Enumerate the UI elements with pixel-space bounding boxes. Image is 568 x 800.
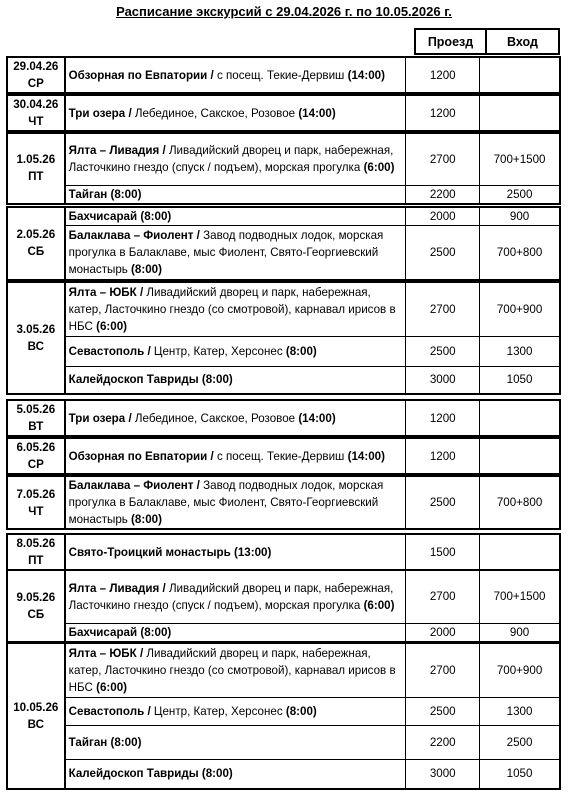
- tour-name: Балаклава – Фиолент: [68, 228, 194, 242]
- day-of-week: ПТ: [28, 170, 44, 184]
- tour-time: (14:00): [295, 106, 336, 120]
- tour-description: [65, 282, 406, 336]
- day-date: 10.05.26: [13, 701, 59, 714]
- day-date-cell: [7, 282, 65, 394]
- tour-row: [7, 57, 560, 93]
- tour-name: Три озера: [68, 411, 126, 425]
- tour-details: Завод подводных лодок, морская прогулка в Балаклаве, мыс Фиолент, Свято-Георгиевский монастырь: [68, 228, 384, 276]
- tour-row: [7, 697, 560, 725]
- price-proezd: 2700: [406, 282, 480, 336]
- price-vhod: [480, 95, 560, 131]
- day-date: 9.05.26: [16, 590, 56, 604]
- tour-time: (8:00): [107, 735, 142, 749]
- day-date: 1.05.26: [16, 153, 56, 167]
- tour-name: Калейдоскоп Тавриды: [68, 373, 199, 387]
- price-proezd: 2000: [406, 207, 480, 226]
- tour-row: [7, 336, 560, 366]
- day-date-cell: [7, 438, 65, 474]
- day-date: 6.05.26: [16, 441, 56, 454]
- day-block: [6, 56, 561, 94]
- day-block: [6, 533, 561, 571]
- price-vhod: 700+900: [480, 643, 560, 697]
- tour-time: (8:00): [137, 210, 172, 223]
- day-block: [6, 642, 561, 790]
- day-of-week: ВТ: [28, 420, 44, 433]
- tour-name: Тайган: [68, 187, 108, 201]
- price-proezd: 2700: [406, 570, 480, 623]
- page-title: Расписание экскурсий с 29.04.2026 г. по 10.05.2026 г.: [116, 4, 452, 19]
- price-vhod: 2500: [480, 185, 560, 204]
- day-of-week: ВС: [27, 340, 44, 353]
- tour-description: [65, 570, 406, 623]
- tour-name: Тайган: [68, 735, 108, 749]
- tour-details: Ливадийский дворец и парк, набережная, Ласточкино гнездо (спуск / подъем), морская прогулка: [68, 144, 394, 175]
- tour-name: Севастополь: [68, 344, 145, 358]
- tour-name: Три озера: [68, 106, 126, 120]
- tour-time: (14:00): [344, 449, 385, 463]
- tour-row: [7, 570, 560, 623]
- tour-name: Севастополь: [68, 704, 145, 718]
- price-proezd: 3000: [406, 759, 480, 789]
- day-of-week: СБ: [27, 245, 45, 259]
- tour-time: (13:00): [230, 545, 272, 559]
- tour-name: Обзорная по Евпатории: [68, 449, 208, 463]
- tour-separator: /: [207, 449, 217, 463]
- price-proezd: 2700: [406, 133, 480, 185]
- column-header-proezd: Проезд: [414, 28, 486, 55]
- price-proezd: 1500: [406, 534, 480, 570]
- tour-description: [65, 95, 406, 131]
- day-date-cell: [7, 570, 65, 642]
- tour-row: [7, 400, 560, 436]
- day-date-cell: [7, 534, 65, 570]
- tour-name: Ялта – Ливадия: [68, 144, 160, 158]
- tour-separator: /: [144, 704, 154, 718]
- day-block: [6, 569, 561, 643]
- day-of-week: ПТ: [28, 554, 44, 567]
- price-vhod: 900: [480, 207, 560, 226]
- tour-time: (6:00): [360, 161, 395, 175]
- tour-name: Обзорная по Евпатории: [68, 68, 208, 82]
- price-proezd: 2200: [406, 725, 480, 759]
- tour-time: (14:00): [344, 68, 385, 82]
- price-vhod: 1300: [480, 697, 560, 725]
- price-vhod: 1050: [480, 759, 560, 789]
- tour-details: с посещ. Текие-Дервиш: [216, 449, 345, 463]
- tour-description: [65, 725, 406, 759]
- price-vhod: [480, 57, 560, 93]
- tour-name: Калейдоскоп Тавриды: [68, 767, 199, 781]
- day-date: 2.05.26: [16, 228, 56, 242]
- day-block: [6, 475, 561, 530]
- day-block: [6, 399, 561, 437]
- price-vhod: 700+800: [480, 476, 560, 529]
- tour-details: Центр, Катер, Херсонес: [153, 704, 283, 718]
- tour-name: Свято-Троицкий монастырь: [68, 545, 231, 559]
- tour-details: Ливадийский дворец и парк, набережная, катер, Ласточкино гнездо (со смотровой), карнавал ирисов в НБС: [68, 285, 396, 333]
- tour-description: [65, 534, 406, 570]
- tour-row: [7, 95, 560, 131]
- tour-description: [65, 438, 406, 474]
- tour-details: Центр, Катер, Херсонес: [153, 344, 283, 358]
- tour-row: [7, 226, 560, 280]
- tour-description: [65, 336, 406, 366]
- tour-time: (8:00): [127, 513, 162, 526]
- day-date-cell: [7, 95, 65, 131]
- day-date-cell: [7, 133, 65, 204]
- price-vhod: 1050: [480, 366, 560, 394]
- day-date: 8.05.26: [16, 537, 56, 550]
- tour-details: Ливадийский дворец и парк, набережная, Ласточкино гнездо (спуск / подъем), морская прогулка: [68, 581, 394, 612]
- price-vhod: 700+800: [480, 226, 560, 280]
- tour-separator: /: [144, 344, 154, 358]
- price-proezd: 2500: [406, 226, 480, 280]
- tour-time: (8:00): [137, 625, 172, 639]
- tour-name: Бахчисарай: [68, 625, 138, 639]
- day-date: 7.05.26: [16, 487, 56, 501]
- price-vhod: 1300: [480, 336, 560, 366]
- tour-time: (14:00): [295, 411, 336, 425]
- tour-row: [7, 643, 560, 697]
- tour-description: [65, 400, 406, 436]
- day-block: [6, 132, 561, 205]
- tour-description: [65, 226, 406, 280]
- tour-description: [65, 207, 406, 226]
- price-vhod: [480, 438, 560, 474]
- day-block: [6, 94, 561, 132]
- price-proezd: 1200: [406, 95, 480, 131]
- tour-row: [7, 534, 560, 570]
- tour-separator: /: [193, 228, 204, 242]
- price-vhod: [480, 534, 560, 570]
- tour-separator: /: [136, 646, 147, 660]
- tour-time: (8:00): [282, 344, 317, 358]
- tour-description: [65, 133, 406, 185]
- day-date-cell: [7, 57, 65, 93]
- tour-name: Ялта – Ливадия: [68, 581, 160, 595]
- tour-row: [7, 725, 560, 759]
- price-proezd: 1200: [406, 400, 480, 436]
- tour-details: с посещ. Текие-Дервиш: [216, 68, 345, 82]
- tour-separator: /: [159, 144, 169, 158]
- tour-details: Лебединое, Сакское, Розовое: [134, 106, 296, 120]
- tour-time: (6:00): [360, 598, 395, 612]
- tour-description: [65, 623, 406, 642]
- tour-description: [65, 57, 406, 93]
- tour-separator: /: [193, 479, 204, 492]
- price-proezd: 2000: [406, 623, 480, 642]
- tour-time: (6:00): [92, 319, 128, 333]
- price-proezd: 2200: [406, 185, 480, 204]
- day-block: [6, 206, 561, 281]
- tour-details: Завод подводных лодок, морская прогулка в Балаклаве, мыс Фиолент, Свято-Георгиевский монастырь: [68, 479, 384, 526]
- tour-row: [7, 623, 560, 642]
- tour-separator: /: [136, 285, 147, 299]
- tour-description: [65, 185, 406, 204]
- tour-time: (6:00): [92, 680, 128, 694]
- day-date: 29.04.26: [13, 60, 59, 73]
- tour-description: [65, 366, 406, 394]
- price-vhod: 700+900: [480, 282, 560, 336]
- price-vhod: 2500: [480, 725, 560, 759]
- tour-details: Лебединое, Сакское, Розовое: [134, 411, 296, 425]
- tour-time: (8:00): [107, 187, 142, 201]
- tour-name: Ялта – ЮБК: [68, 646, 137, 660]
- day-of-week: СР: [27, 458, 44, 471]
- tour-name: Бахчисарай: [68, 210, 138, 223]
- day-of-week: СР: [27, 77, 44, 90]
- price-vhod: 700+1500: [480, 570, 560, 623]
- price-proezd: 2500: [406, 476, 480, 529]
- tour-row: [7, 366, 560, 394]
- price-vhod: 900: [480, 623, 560, 642]
- tour-description: [65, 643, 406, 697]
- tour-row: [7, 759, 560, 789]
- day-of-week: СБ: [27, 607, 45, 621]
- price-proezd: 2500: [406, 336, 480, 366]
- tour-time: (8:00): [127, 262, 162, 276]
- tour-time: (8:00): [198, 767, 233, 781]
- price-proezd: 1200: [406, 57, 480, 93]
- tour-description: [65, 697, 406, 725]
- tour-separator: /: [159, 581, 169, 595]
- day-date-cell: [7, 207, 65, 280]
- day-block: [6, 437, 561, 475]
- day-date-cell: [7, 400, 65, 436]
- day-date: 30.04.26: [13, 98, 59, 111]
- tour-separator: /: [125, 411, 135, 425]
- price-proezd: 2700: [406, 643, 480, 697]
- day-of-week: ЧТ: [28, 504, 44, 518]
- price-proezd: 1200: [406, 438, 480, 474]
- tour-time: (8:00): [198, 373, 233, 387]
- tour-name: Ялта – ЮБК: [68, 285, 137, 299]
- day-block: [6, 281, 561, 395]
- tour-name: Балаклава – Фиолент: [68, 479, 194, 492]
- day-of-week: ЧТ: [28, 115, 44, 128]
- day-of-week: ВС: [27, 718, 44, 731]
- tour-row: [7, 185, 560, 204]
- day-date: 5.05.26: [16, 403, 56, 416]
- tour-time: (8:00): [282, 704, 317, 718]
- tour-row: [7, 282, 560, 336]
- tour-separator: /: [125, 106, 135, 120]
- tour-row: [7, 476, 560, 529]
- price-vhod: [480, 400, 560, 436]
- price-proezd: 2500: [406, 697, 480, 725]
- tour-row: [7, 133, 560, 185]
- day-date-cell: [7, 476, 65, 529]
- price-vhod: 700+1500: [480, 133, 560, 185]
- tour-separator: /: [207, 68, 217, 82]
- column-header-vhod: Вход: [486, 28, 560, 55]
- price-proezd: 3000: [406, 366, 480, 394]
- tour-description: [65, 759, 406, 789]
- day-date-cell: [7, 643, 65, 789]
- tour-details: Ливадийский дворец и парк, набережная, катер, Ласточкино гнездо (со смотровой), карнавал ирисов в НБС: [68, 646, 396, 694]
- tour-row: [7, 438, 560, 474]
- day-date: 3.05.26: [16, 323, 56, 336]
- tour-description: [65, 476, 406, 529]
- tour-row: [7, 207, 560, 226]
